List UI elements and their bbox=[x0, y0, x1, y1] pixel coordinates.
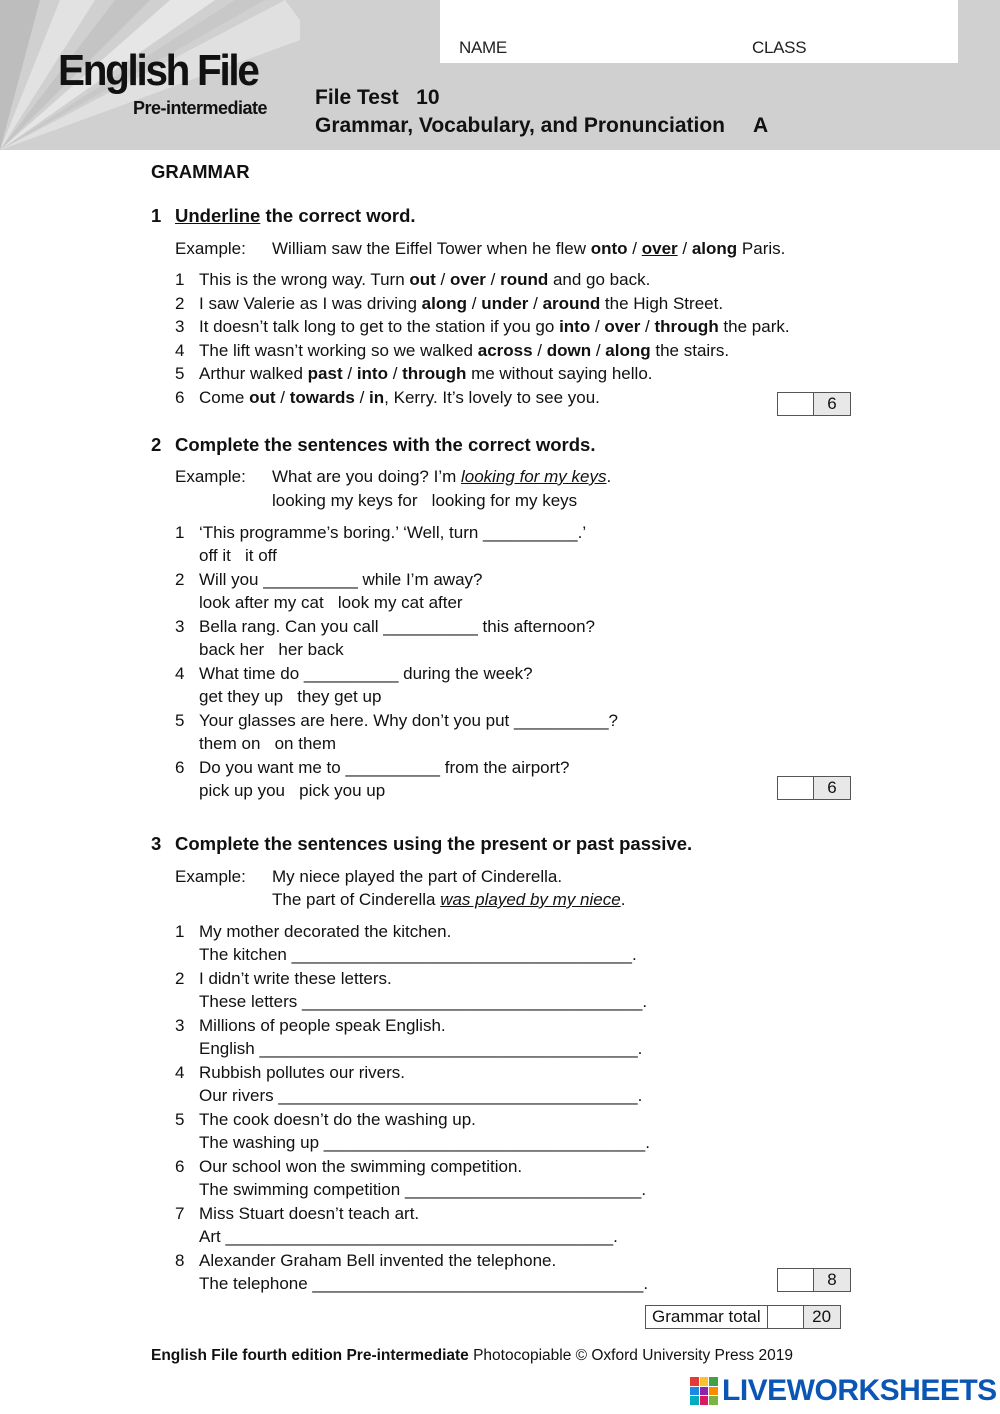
ex3-item-prompt[interactable]: The swimming competition _________________________. bbox=[199, 1180, 647, 1199]
word-option[interactable]: past bbox=[307, 364, 343, 383]
ex2-item-options: back her her back bbox=[199, 640, 344, 659]
grammar-total-box bbox=[645, 1305, 841, 1329]
class-label: CLASS bbox=[752, 38, 807, 57]
word-option[interactable]: across bbox=[477, 341, 533, 360]
ex2-item-sentence: ‘This programme’s boring.’ ‘Well, turn __________.’ bbox=[199, 523, 587, 542]
item-text: the High Street. bbox=[600, 294, 724, 313]
word-option[interactable]: out bbox=[409, 270, 436, 289]
item-number: 2 bbox=[175, 294, 185, 313]
ex3-item-sentence: Miss Stuart doesn’t teach art. bbox=[199, 1204, 420, 1223]
ex1-instruction: Underline the correct word. bbox=[175, 205, 416, 226]
ex1-max-score: 6 bbox=[814, 393, 850, 415]
grammar-total-label: Grammar total bbox=[646, 1306, 768, 1328]
test-subtitle: Grammar, Vocabulary, and Pronunciation bbox=[315, 114, 725, 137]
item-number: 4 bbox=[175, 664, 185, 683]
ex1-item bbox=[199, 363, 653, 385]
total-score-input[interactable] bbox=[768, 1306, 804, 1328]
item-number: 3 bbox=[175, 317, 185, 336]
file-test-label: File Test 10 bbox=[315, 86, 440, 109]
item-text: , Kerry. It’s lovely to see you. bbox=[384, 388, 600, 407]
ex3-example-line2: The part of Cinderella was played by my niece. bbox=[272, 890, 626, 909]
item-number: 6 bbox=[175, 758, 185, 777]
ex2-example-label: Example: bbox=[175, 467, 246, 486]
ex3-item-prompt[interactable]: The washing up __________________________________. bbox=[199, 1133, 650, 1152]
separator: / bbox=[354, 388, 370, 407]
word-option[interactable]: towards bbox=[289, 388, 355, 407]
name-label: NAME bbox=[459, 38, 507, 57]
item-number: 1 bbox=[175, 270, 185, 289]
item-text: Arthur walked bbox=[199, 364, 308, 383]
item-number: 3 bbox=[175, 1016, 185, 1035]
separator: / bbox=[591, 341, 606, 360]
ex2-item-options: them on on them bbox=[199, 734, 337, 753]
item-text: I saw Valerie as I was driving bbox=[199, 294, 422, 313]
separator: / bbox=[275, 388, 290, 407]
ex3-item-prompt[interactable]: The telephone ___________________________________. bbox=[199, 1274, 649, 1293]
logo-level: Pre-intermediate bbox=[133, 98, 268, 118]
ex1-item bbox=[199, 293, 723, 315]
english-file-logo bbox=[58, 46, 275, 118]
score-input[interactable] bbox=[778, 1269, 814, 1291]
ex2-max-score: 6 bbox=[814, 777, 850, 799]
ex3-item-sentence: I didn’t write these letters. bbox=[199, 969, 392, 988]
separator: / bbox=[387, 364, 403, 383]
item-number: 2 bbox=[175, 570, 185, 589]
logo-brand: English File bbox=[58, 46, 258, 95]
ex3-number: 3 bbox=[151, 833, 162, 854]
liveworksheets-watermark bbox=[690, 1374, 997, 1408]
separator: / bbox=[342, 364, 357, 383]
item-text: the park. bbox=[718, 317, 790, 336]
item-number: 2 bbox=[175, 969, 185, 988]
name-class-box bbox=[440, 0, 958, 63]
ex3-item-prompt[interactable]: The kitchen ____________________________________. bbox=[199, 945, 637, 964]
test-title bbox=[315, 84, 768, 140]
word-option[interactable]: round bbox=[500, 270, 549, 289]
copyright-footer: English File fourth edition Pre-intermediate Photocopiable © Oxford University Press 2019 bbox=[151, 1347, 793, 1364]
word-option[interactable]: through bbox=[402, 364, 467, 383]
ex2-item-sentence: Will you __________ while I’m away? bbox=[199, 570, 483, 589]
item-number: 5 bbox=[175, 1110, 185, 1129]
ex2-example-options: looking my keys for looking for my keys bbox=[272, 491, 578, 510]
ex3-example-label: Example: bbox=[175, 867, 246, 886]
ex3-item-sentence: The cook doesn’t do the washing up. bbox=[199, 1110, 476, 1129]
ex3-item-prompt[interactable]: These letters ____________________________________. bbox=[199, 992, 648, 1011]
separator: / bbox=[532, 341, 547, 360]
ex2-item-sentence: What time do __________ during the week? bbox=[199, 664, 533, 683]
separator: / bbox=[485, 270, 501, 289]
separator: / bbox=[640, 317, 655, 336]
ex2-item-sentence: Do you want me to __________ from the airport? bbox=[199, 758, 570, 777]
item-text: the stairs. bbox=[650, 341, 730, 360]
ex1-item bbox=[199, 316, 790, 338]
ex1-example-label: Example: bbox=[175, 239, 246, 258]
ex3-score-box bbox=[777, 1268, 851, 1292]
ex2-item-sentence: Your glasses are here. Why don’t you put __________? bbox=[199, 711, 618, 730]
ex1-item bbox=[199, 269, 650, 291]
item-number: 6 bbox=[175, 1157, 185, 1176]
word-option[interactable]: under bbox=[481, 294, 529, 313]
item-number: 3 bbox=[175, 617, 185, 636]
separator: / bbox=[590, 317, 605, 336]
ex3-item-prompt[interactable]: English ________________________________________. bbox=[199, 1039, 643, 1058]
item-number: 5 bbox=[175, 711, 185, 730]
ex2-instruction: Complete the sentences with the correct words. bbox=[175, 434, 596, 455]
item-number: 1 bbox=[175, 523, 185, 542]
word-option[interactable]: along bbox=[421, 294, 468, 313]
ex1-score-box bbox=[777, 392, 851, 416]
word-option[interactable]: down bbox=[546, 341, 592, 360]
ex3-instruction: Complete the sentences using the present or past passive. bbox=[175, 833, 693, 854]
word-option[interactable]: out bbox=[249, 388, 276, 407]
ex3-item-sentence: Alexander Graham Bell invented the telephone. bbox=[199, 1251, 557, 1270]
separator: / bbox=[467, 294, 482, 313]
item-number: 8 bbox=[175, 1251, 185, 1270]
test-version: A bbox=[753, 114, 769, 137]
item-text: Come bbox=[199, 388, 250, 407]
page-header bbox=[0, 0, 1000, 150]
ex3-item-sentence: My mother decorated the kitchen. bbox=[199, 922, 452, 941]
item-number: 1 bbox=[175, 922, 185, 941]
ex3-item-prompt[interactable]: Our rivers ______________________________________. bbox=[199, 1086, 643, 1105]
word-option[interactable]: around bbox=[542, 294, 601, 313]
separator: / bbox=[528, 294, 543, 313]
ex2-item-sentence: Bella rang. Can you call __________ this afternoon? bbox=[199, 617, 596, 636]
ex3-example-line1: My niece played the part of Cinderella. bbox=[272, 867, 563, 886]
ex1-number: 1 bbox=[151, 205, 162, 226]
score-input[interactable] bbox=[778, 393, 814, 415]
item-text: The lift wasn’t working so we walked bbox=[199, 341, 478, 360]
ex3-item-prompt[interactable]: Art _________________________________________. bbox=[199, 1227, 618, 1246]
liveworksheets-logo-icon bbox=[690, 1377, 718, 1405]
separator: / bbox=[435, 270, 450, 289]
word-option[interactable]: along bbox=[605, 341, 651, 360]
item-number: 5 bbox=[175, 364, 185, 383]
word-option[interactable]: over bbox=[449, 270, 486, 289]
item-text: This is the wrong way. Turn bbox=[199, 270, 410, 289]
word-option[interactable]: in bbox=[369, 388, 385, 407]
word-option[interactable]: into bbox=[559, 317, 591, 336]
item-number: 6 bbox=[175, 388, 185, 407]
ex1-item bbox=[199, 387, 600, 409]
ex3-item-sentence: Rubbish pollutes our rivers. bbox=[199, 1063, 405, 1082]
ex3-item-sentence: Millions of people speak English. bbox=[199, 1016, 446, 1035]
item-number: 7 bbox=[175, 1204, 185, 1223]
score-input[interactable] bbox=[778, 777, 814, 799]
word-option[interactable]: into bbox=[356, 364, 388, 383]
word-option[interactable]: through bbox=[654, 317, 719, 336]
ex2-item-options: pick up you pick you up bbox=[199, 781, 386, 800]
ex2-example: What are you doing? I’m looking for my keys. bbox=[272, 467, 612, 486]
section-heading: GRAMMAR bbox=[151, 161, 250, 182]
ex2-number: 2 bbox=[151, 434, 162, 455]
item-text: me without saying hello. bbox=[466, 364, 653, 383]
ex2-item-options: get they up they get up bbox=[199, 687, 382, 706]
grammar-total-max: 20 bbox=[804, 1306, 840, 1328]
ex3-item-sentence: Our school won the swimming competition. bbox=[199, 1157, 523, 1176]
ex2-item-options: look after my cat look my cat after bbox=[199, 593, 463, 612]
item-text: and go back. bbox=[548, 270, 651, 289]
ex2-item-options: off it it off bbox=[199, 546, 277, 565]
item-text: It doesn’t talk long to get to the station if you go bbox=[199, 317, 560, 336]
ex1-item bbox=[199, 340, 729, 362]
word-option[interactable]: over bbox=[604, 317, 641, 336]
ex1-example: William saw the Eiffel Tower when he flew onto / over / along Paris. bbox=[272, 239, 786, 258]
ex2-score-box bbox=[777, 776, 851, 800]
liveworksheets-text: LIVEWORKSHEETS bbox=[722, 1374, 997, 1407]
ex3-max-score: 8 bbox=[814, 1269, 850, 1291]
item-number: 4 bbox=[175, 341, 185, 360]
item-number: 4 bbox=[175, 1063, 185, 1082]
